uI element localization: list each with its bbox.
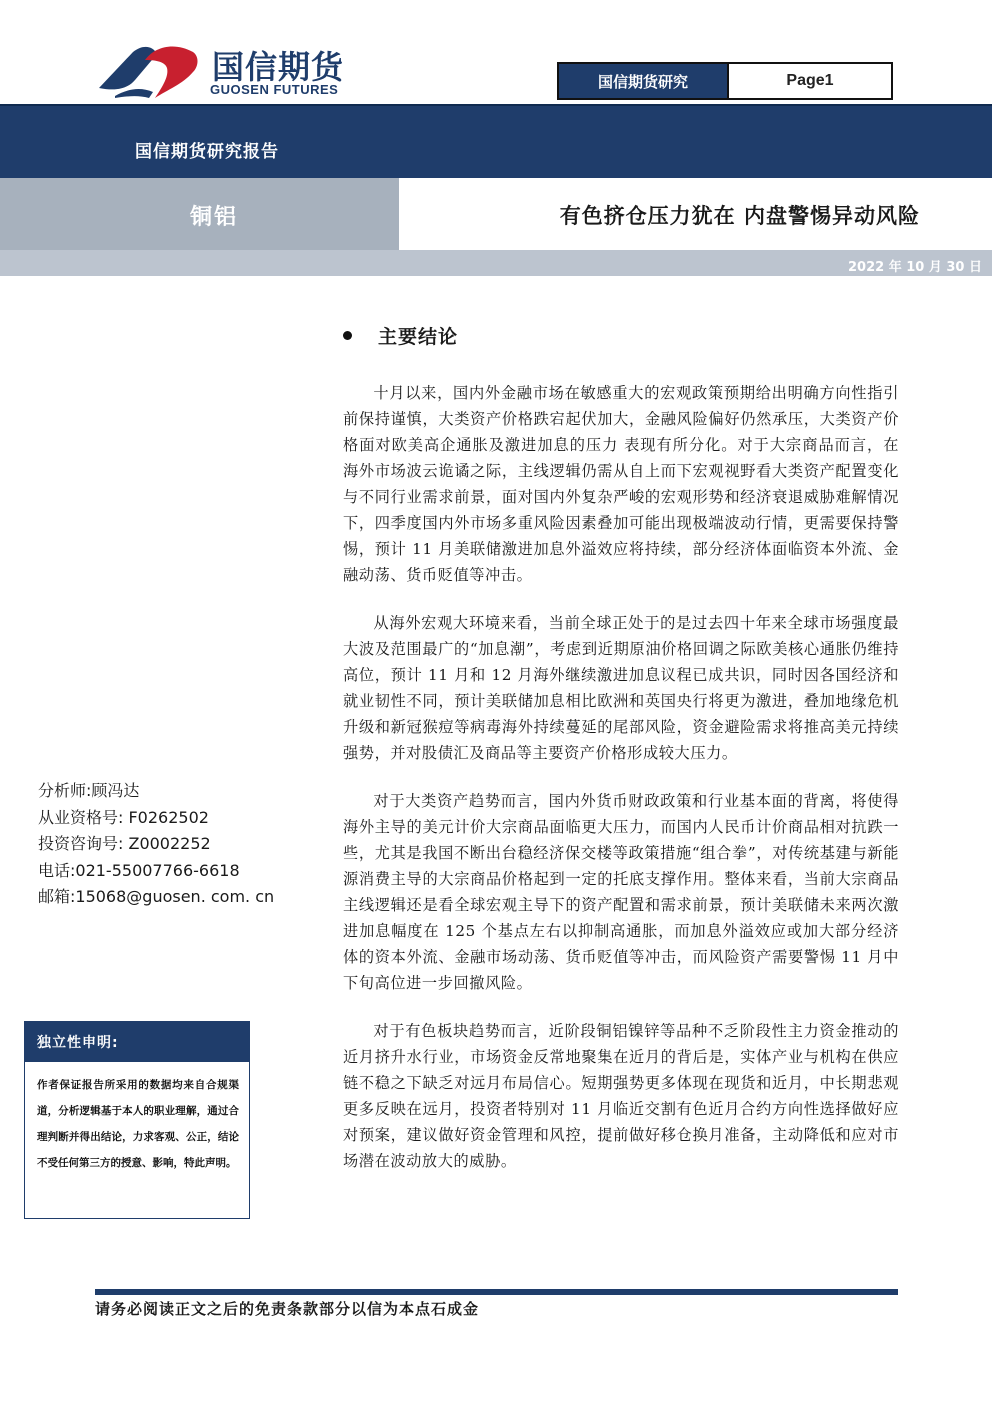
brand-name-cn: 国信期货 bbox=[212, 48, 345, 86]
analyst-consult-number: 投资咨询号: Z0002252 bbox=[38, 834, 211, 853]
sector-label: 铜铝 bbox=[190, 205, 239, 230]
guosen-logo-icon bbox=[95, 40, 205, 102]
paragraph: 十月以来，国内外金融市场在敏感重大的宏观政策预期给出明确方向性指引前保持谨慎，大类资产价格跌宕起伏加大，金融风险偏好仍然承压，大类资产价格面对欧美高企通胀及激进加息的压力 表现有所分化。对于大宗商品而言，在海外市场波云诡谲之际，主线逻辑仍需从自上而下宏观视野看大类资产配置变化与不同行业需求前景，面对国内外复杂严峻的宏观形势和经济衰退威胁难解情况下，四季度国内外市场多重风险因素叠加可能出现极端波动行情，更需要保持警惕，预计 11 月美联储激进加息外溢效应将持续，部分经济体面临资本外流、金融动荡、货币贬值等冲击。 bbox=[343, 384, 899, 584]
report-title: 有色挤仓压力犹在 内盘警惕异动风险 bbox=[559, 204, 920, 228]
independence-statement bbox=[24, 1021, 250, 1219]
report-date: 2022 年 10 月 30 日 bbox=[848, 260, 982, 275]
header-tag-research: 国信期货研究 bbox=[559, 64, 727, 98]
analyst-email: 邮箱:15068@guosen. com. cn bbox=[38, 887, 275, 906]
footer-notice: 请务必阅读正文之后的免责条款部分以信为本点石成金 bbox=[95, 1300, 480, 1318]
paragraph: 对于有色板块趋势而言，近阶段铜铝镍锌等品种不乏阶段性主力资金推动的近月挤升水行业，市场资金反常地聚集在近月的背后是，实体产业与机构在供应链不稳之下缺乏对远月布局信心。短期强势更多体现在现货和近月，中长期悲观更多反映在远月，投资者特别对 11 月临近交割有色近月合约方向性选择做好应对预案，建议做好资金管理和风控，提前做好移仓换月准备，主动降低和应对市场潜在波动放大的威胁。 bbox=[343, 1022, 899, 1170]
footer-rule bbox=[95, 1289, 898, 1295]
statement-text: 作者保证报告所采用的数据均来自合规渠道，分析逻辑基于本人的职业理解，通过合理判断并得出结论，力求客观、公正，结论不受任何第三方的授意、影响，特此声明。 bbox=[37, 1079, 239, 1169]
section-heading bbox=[343, 322, 458, 349]
section-title: 主要结论 bbox=[378, 326, 459, 348]
bullet-icon bbox=[343, 331, 352, 340]
analyst-name: 分析师:顾冯达 bbox=[38, 781, 140, 800]
header-tag bbox=[557, 62, 893, 100]
paragraph: 对于大类资产趋势而言，国内外货币财政政策和行业基本面的背离，将使得海外主导的美元计价大宗商品面临更大压力，而国内人民币计价商品相对抗跌一些，尤其是我国不断出台稳经济保交楼等政策措施“组合拳”，对传统基建与新能源消费主导的大宗商品价格起到一定的托底支撑作用。整体来看，当前大宗商品主线逻辑还是看全球宏观主导下的资产配置和需求前景，预计美联储未来两次激进加息幅度在 125 个基点左右以抑制高通胀，而加息外溢效应或加大部分经济体的资本外流、金融市场动荡、货币贬值等冲击，而风险资产需要警惕 11 月中下旬高位进一步回撤风险。 bbox=[343, 792, 899, 992]
analyst-phone: 电话:021-55007766-6618 bbox=[38, 860, 240, 880]
page-number: Page1 bbox=[727, 64, 891, 98]
statement-title: 独立性申明: bbox=[25, 1022, 249, 1062]
analyst-license: 从业资格号: F0262502 bbox=[38, 807, 209, 827]
body-text bbox=[343, 380, 899, 1196]
paragraph: 从海外宏观大环境来看，当前全球正处于的是过去四十年来全球市场强度最大波及范围最广的“加息潮”，考虑到近期原油价格回调之际欧美核心通胀仍维持高位，预计 11 月和 12 月海外继续激进加息议程已成共识，同时因各国经济和就业韧性不同，预计美联储加息相比欧洲和英国央行将更为激进，叠加地缘危机升级和新冠猴痘等病毒海外持续蔓延的尾部风险，资金避险需求将推高美元持续强势，并对股债汇及商品等主要资产价格形成较大压力。 bbox=[343, 614, 899, 762]
analyst-info bbox=[38, 778, 298, 911]
brand-name-en: GUOSEN FUTURES bbox=[210, 82, 339, 97]
report-series: 国信期货研究报告 bbox=[135, 142, 279, 162]
